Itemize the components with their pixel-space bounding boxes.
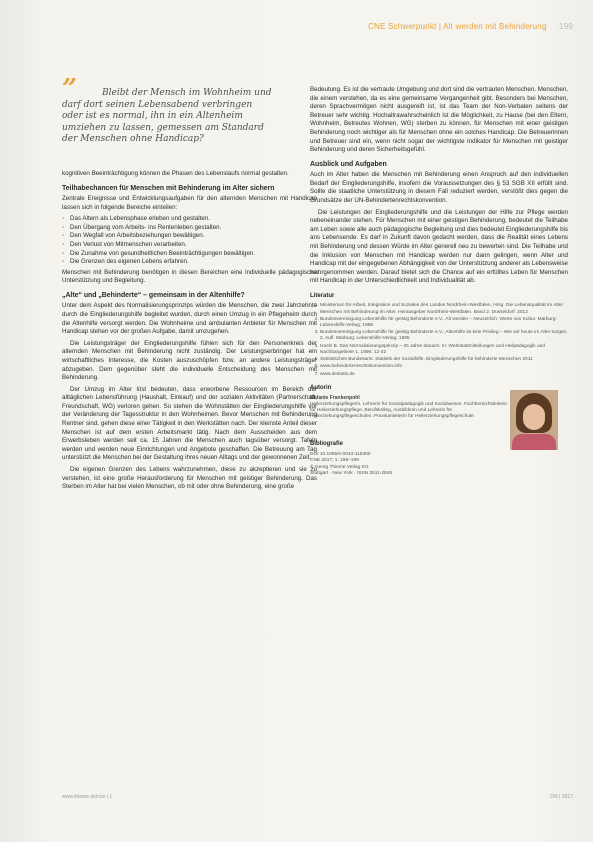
bibliography-heading: Bibliografie	[310, 441, 344, 448]
author-photo	[510, 390, 558, 450]
author-heading: Autorin	[310, 384, 332, 391]
pull-quote-text: Bleibt der Mensch im Wohnheim und darf dort seinen Lebensabend verbringen oder ist es normal, ihn in ein Altenheim umziehen zu lassen, gemessen am Standard der Menschen ohne Handicap?	[62, 88, 272, 144]
heading-teilhabe: Teilhabechancen für Menschen mit Behinderung im Alter sichern	[62, 184, 275, 192]
right-paragraph-1: Bedeutung. Es ist die vertraute Umgebung und dort sind die vertrauten Menschen. Menschen, die einem verstehen, da es eine gemeinsame Vergangenheit gibt. Besonders bei Menschen, deren Sprachvermögen nicht ausgereift ist, ist das Team der Non-Verbalen seitens der Betreuer sehr wichtig. Hochaltrawahrscheinlich ist die Möglichkeit, zu Hause (bei den Eltern, Wohnheim, Betreutes Wohnen, WG) sterben zu können, für Menschen mit einer geistigen Behinderung noch wichtiger als für Menschen ohne ein solches Handicap. Die Betreuerinnen und Betreuer sind ein, wenn nicht sogar der wichtigste Indikator für Menschen mit geistiger Behinderung und deren Sicherheitsgefühl.	[310, 86, 568, 154]
biblio-line: DOI 10.1055/s-0043-115300	[310, 452, 371, 458]
literature-item: 4. Hoelz B. Das Normalisierungsprinzip – 25 Jahre danach. In: Werkstattmitteilungen und Heilpädagogik und Nachbargebiete 1, 1996: 12-32	[320, 344, 568, 356]
author-info	[310, 395, 510, 420]
heading-alte-behinderte: „Alte“ und „Behinderte“ – gemeinsam in der Altenhilfe?	[62, 291, 245, 299]
bullet-item: ▪ Die Grenzen des eigenen Lebens erfahren.	[62, 258, 317, 267]
bullet-item: ▪ Die Zunahme von gesundheitlichen Beeinträchtigungen bewältigen.	[62, 250, 317, 259]
left-column	[62, 170, 317, 495]
biblio-line: CNE.2017; 1: 199–199	[310, 458, 359, 464]
bullet-item: ▪ Den Verlust von Mitmenschen verarbeiten.	[62, 241, 317, 250]
right-column	[310, 86, 568, 477]
alte-paragraph-3: Der Umzug im Alter löst bedeuten, dass erworbene Ressourcen im Bereich der alltäglichen Lebensführung (Haushalt, Einkauf) und der sozialen Aktivitäten (Partnerschaft, Freundschaft, WG) verloren gehen. So stehen die Wohnstätten der Eingliederungshilfe vor der Veränderung der Tagesstruktur in den Wohnheimen. Bevor Menschen mit Behinderung Rentner sind, gehen diese einer Tätigkeit in den Werkstätten nach. Der kleinste Anteil dieser Menschen ist auf dem ersten Arbeitsmarkt tätig. Nach dem Ausscheiden aus dem Erwerbsleben werden seit ca. 15 Jahren die Menschen auch tagsüber versorgt. Tafeln werden und werden neue Einrichtungen und Angebote geschaffen. Die Betreuung am Tag unterstützt die Menschen bei der Gestaltung ihres neuen Alltags und der gewonnenen Zeit.	[62, 385, 317, 462]
bibliography-info	[310, 452, 568, 477]
literature-list	[310, 303, 568, 377]
pull-quote	[62, 74, 272, 146]
running-header	[368, 22, 573, 31]
bullet-item: ▪ Das Altern als Lebensphase erleben und gestalten.	[62, 215, 317, 224]
intro-paragraph: kognitiven Beeinträchtigung können die Phasen des Lebenslaufs normal gestalten.	[62, 170, 289, 177]
right-paragraph-2: Auch im Alter haben die Menschen mit Behinderung einen Anspruch auf den individuellen Bedarf der Eingliederungshilfe, insofern die Voraussetzungen des § 53 SGB XII erfüllt sind. Sollte die staatliche Unterstützung in diesem Fall reduziert werden, verstößt dies gegen die Grundsätze der UN-Behindertenrechtskonvention.	[310, 171, 568, 204]
literature-heading: Literatur	[310, 292, 335, 299]
literature-item: 5. Statistisches Bundesamt. Statistik der Sozialhilfe, Eingliederungshilfe für behinderte Menschen 2011	[320, 357, 568, 363]
literature-item: 2. Bundesvereinigung Lebenshilfe für geistig Behinderte e.V., Alt werden – Neuzeitlich, Werte von Kultur. Marburg: Lebenshilfe-Verlag; 1996	[320, 317, 568, 329]
after-bullets-paragraph: Menschen mit Behinderung benötigen in diesen Bereichen eine individuelle pädagogische Unterstützung und Begleitung.	[62, 268, 317, 285]
literature-item: 1. Ministerium für Arbeit, Integration und Soziales des Landes Nordrhein-Westfalen, Hrsg. Die Lebensqualität im Alter Menschen mit Behinderung im Alter. Herausgeber Nordrhein-Westfalen. Band 2. Düsseldorf: 2012	[320, 303, 568, 315]
author-description: Heilerziehungspflegerin, Lehrerin für Sozialpädagogik und Sozialwesen. Fachbereichsleiterin für Heilerziehungspflege, Berufskolleg, Ausbilderin und Lehrerin für Heilerziehungspflegeschulen. Praxisanleiterin für Heilerziehungspflegeschule.	[310, 401, 508, 420]
alte-paragraph-4: Die eigenen Grenzen des Lebens wahrzunehmen, diese zu akzeptieren und sie zu verstehen, ist eine große Herausforderung für Menschen mit geistiger Behinderung. Das Sterben im Alter hat bei vielen Menschen, ob mit oder ohne Behinderung, eine große	[62, 466, 317, 491]
right-paragraph-3: Die Leistungen der Eingliederungshilfe und die Leistungen der Hilfe zur Pflege werden nebeneinander stehen. Für Menschen mit einer geistigen Behinderung, bedeutet die Teilhabe am Leben sowie alle auch pädagogische Begleitung und dies bedeutet Eingliederungshilfe bis ans Lebensende. Es darf in Zukunft davon gedacht werden, dass die Realität eines Lebens mit Behinderung und dessen Würde im Alter generell neu zu bewerten sind. Die Teilhabe und die Inklusion von Menschen mit Handicap werden nur dann gelingen, wenn Alter und Handicap mit der eingegebenen Abhängigkeit von der Unterstützung anderer als Lebensweise wahrgenommen werden. Darauf bietet sich die Chance auf ein erfülltes Leben für Menschen mit Handicap in der Unterschiedlichkeit und Individualität ab.	[310, 208, 568, 285]
page-number: 199	[559, 22, 573, 31]
alte-paragraph-1: Unter dem Aspekt des Normalisierungsprinzips würden die Menschen, die zwei Jahrzehnte durch die Eingliederungshilfe begleitet wurden, durch einen Umzug in ein Pflegeheim durch die Altenhilfe versorgt werden. Die Wohnheime und ambulanten Anbieter für Menschen mit Handicap stehen vor der großen Aufgabe, damit umzugehen.	[62, 302, 317, 336]
author-name: Melanie Frankenpohl	[310, 395, 360, 402]
literature-item: 3. Bundesvereinigung Lebenshilfe für geistig Behinderte e.V., Altenhilfe ist kein Privileg – Wie wir heute im Alter sorgen. 2. Aufl. Marburg: Lebenshilfe-Verlag; 1995	[320, 330, 568, 342]
bullet-item: ▪ Den Wegfall von Arbeitsbeziehungen bewältigen.	[62, 232, 317, 241]
heading-ausblick: Ausblick und Aufgaben	[310, 160, 387, 168]
literature-item: 6. www.behindertenrechtskonvention.info	[320, 364, 568, 370]
quote-mark: ”	[62, 74, 77, 104]
teilhabe-paragraph: Zentrale Ereignisse und Entwicklungsaufgaben für den alternden Menschen mit Handicap lassen sich in folgende Bereiche einteilen:	[62, 195, 317, 211]
alte-paragraph-2: Die Leistungsträger der Eingliederungshilfe fühlen sich für den Personenkreis der alternden Menschen mit Behinderung nicht zuständig. Der Leistungserbringer hat ein wirtschaftliches Interesse, die Kosten auszuschöpfen bzw. an andere Leistungsträger abzugeben. Dem gegenüber steht die individuelle Entscheidung des Menschen mit Behinderung.	[62, 339, 317, 382]
header-section: CNE Schwerpunkt | Alt werden mit Behinderung	[368, 22, 547, 31]
bullet-list	[62, 215, 317, 267]
bullet-item: ▪ Den Übergang vom Arbeits- ins Rentenleben gestalten.	[62, 224, 317, 233]
footer-right: 199 | 2017	[549, 794, 573, 800]
biblio-line: © Georg Thieme Verlag KG	[310, 464, 369, 470]
biblio-line: Stuttgart · New York · ISSN 2511-2848	[310, 470, 393, 476]
author-block	[310, 384, 568, 421]
footer-left: www.thieme.de/cne | 1	[62, 794, 113, 800]
literature-item: 7. www.destatis.de	[320, 372, 568, 378]
